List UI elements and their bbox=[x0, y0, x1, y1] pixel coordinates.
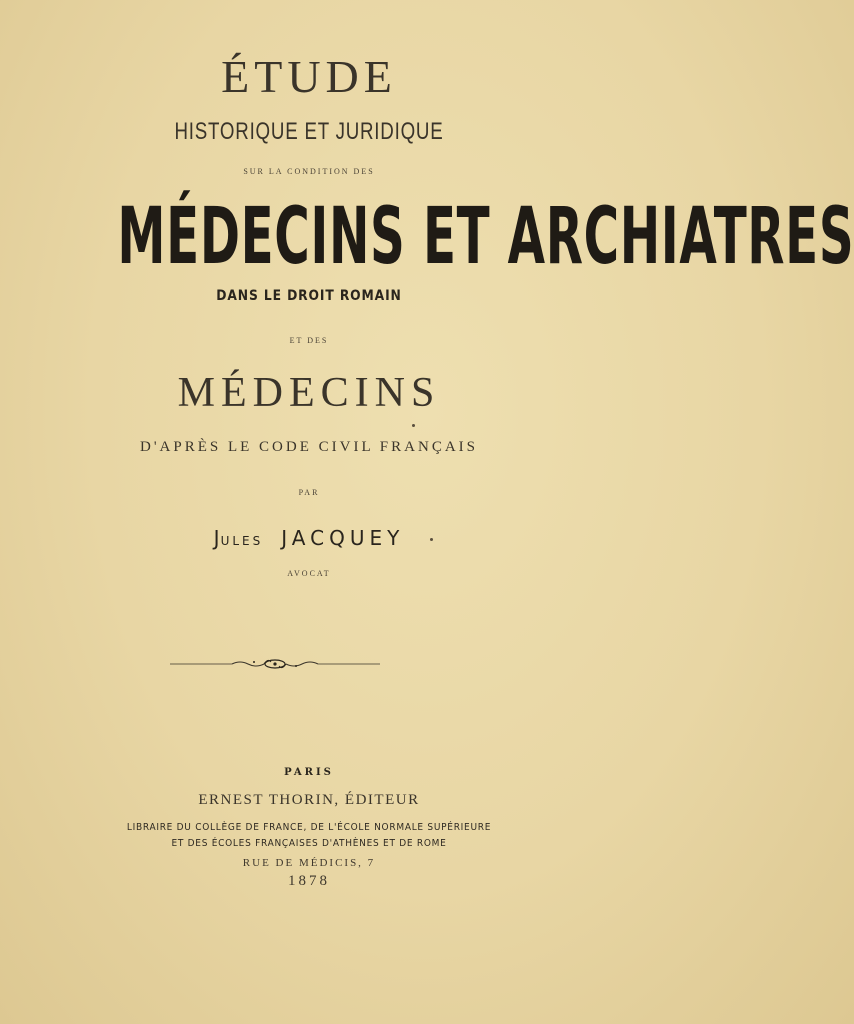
author-first-rest: ULES bbox=[220, 534, 264, 548]
title-etude: ÉTUDE bbox=[221, 51, 397, 102]
subtitle-code-civil: D'APRÈS LE CODE CIVIL FRANÇAIS bbox=[140, 439, 478, 455]
title-medecins-archiatres: MÉDECINS ET ARCHIATRES bbox=[117, 192, 854, 282]
author-role: AVOCAT bbox=[287, 569, 331, 578]
author-name bbox=[0, 528, 618, 548]
subtitle-droit-romain: DANS LE DROIT ROMAIN bbox=[216, 288, 402, 304]
title-historique-juridique: HISTORIQUE ET JURIDIQUE bbox=[174, 118, 444, 145]
imprint-libraire-line-1: LIBRAIRE DU COLLÈGE DE FRANCE, DE L'ÉCOLE NORMALE SUPÉRIEURE bbox=[126, 822, 492, 833]
imprint-publisher: ERNEST THORIN, ÉDITEUR bbox=[198, 792, 420, 808]
subtitle-et-des: ET DES bbox=[289, 336, 329, 345]
imprint-libraire-line-2: ET DES ÉCOLES FRANÇAISES D'ATHÈNES ET DE ROME bbox=[171, 838, 447, 849]
author-first-initial: J bbox=[213, 526, 221, 550]
subtitle-sur-la-condition: SUR LA CONDITION DES bbox=[243, 167, 375, 176]
imprint-city: PARIS bbox=[284, 767, 334, 778]
title-medecins: MÉDECINS bbox=[177, 370, 441, 416]
imprint-year: 1878 bbox=[288, 873, 330, 889]
ink-speck bbox=[412, 424, 415, 427]
printer-ornament-icon bbox=[170, 656, 380, 672]
author-last-name: JACQUEY bbox=[281, 526, 405, 550]
label-par: PAR bbox=[298, 488, 320, 497]
ink-speck bbox=[430, 538, 433, 541]
imprint-address: RUE DE MÉDICIS, 7 bbox=[242, 857, 376, 869]
